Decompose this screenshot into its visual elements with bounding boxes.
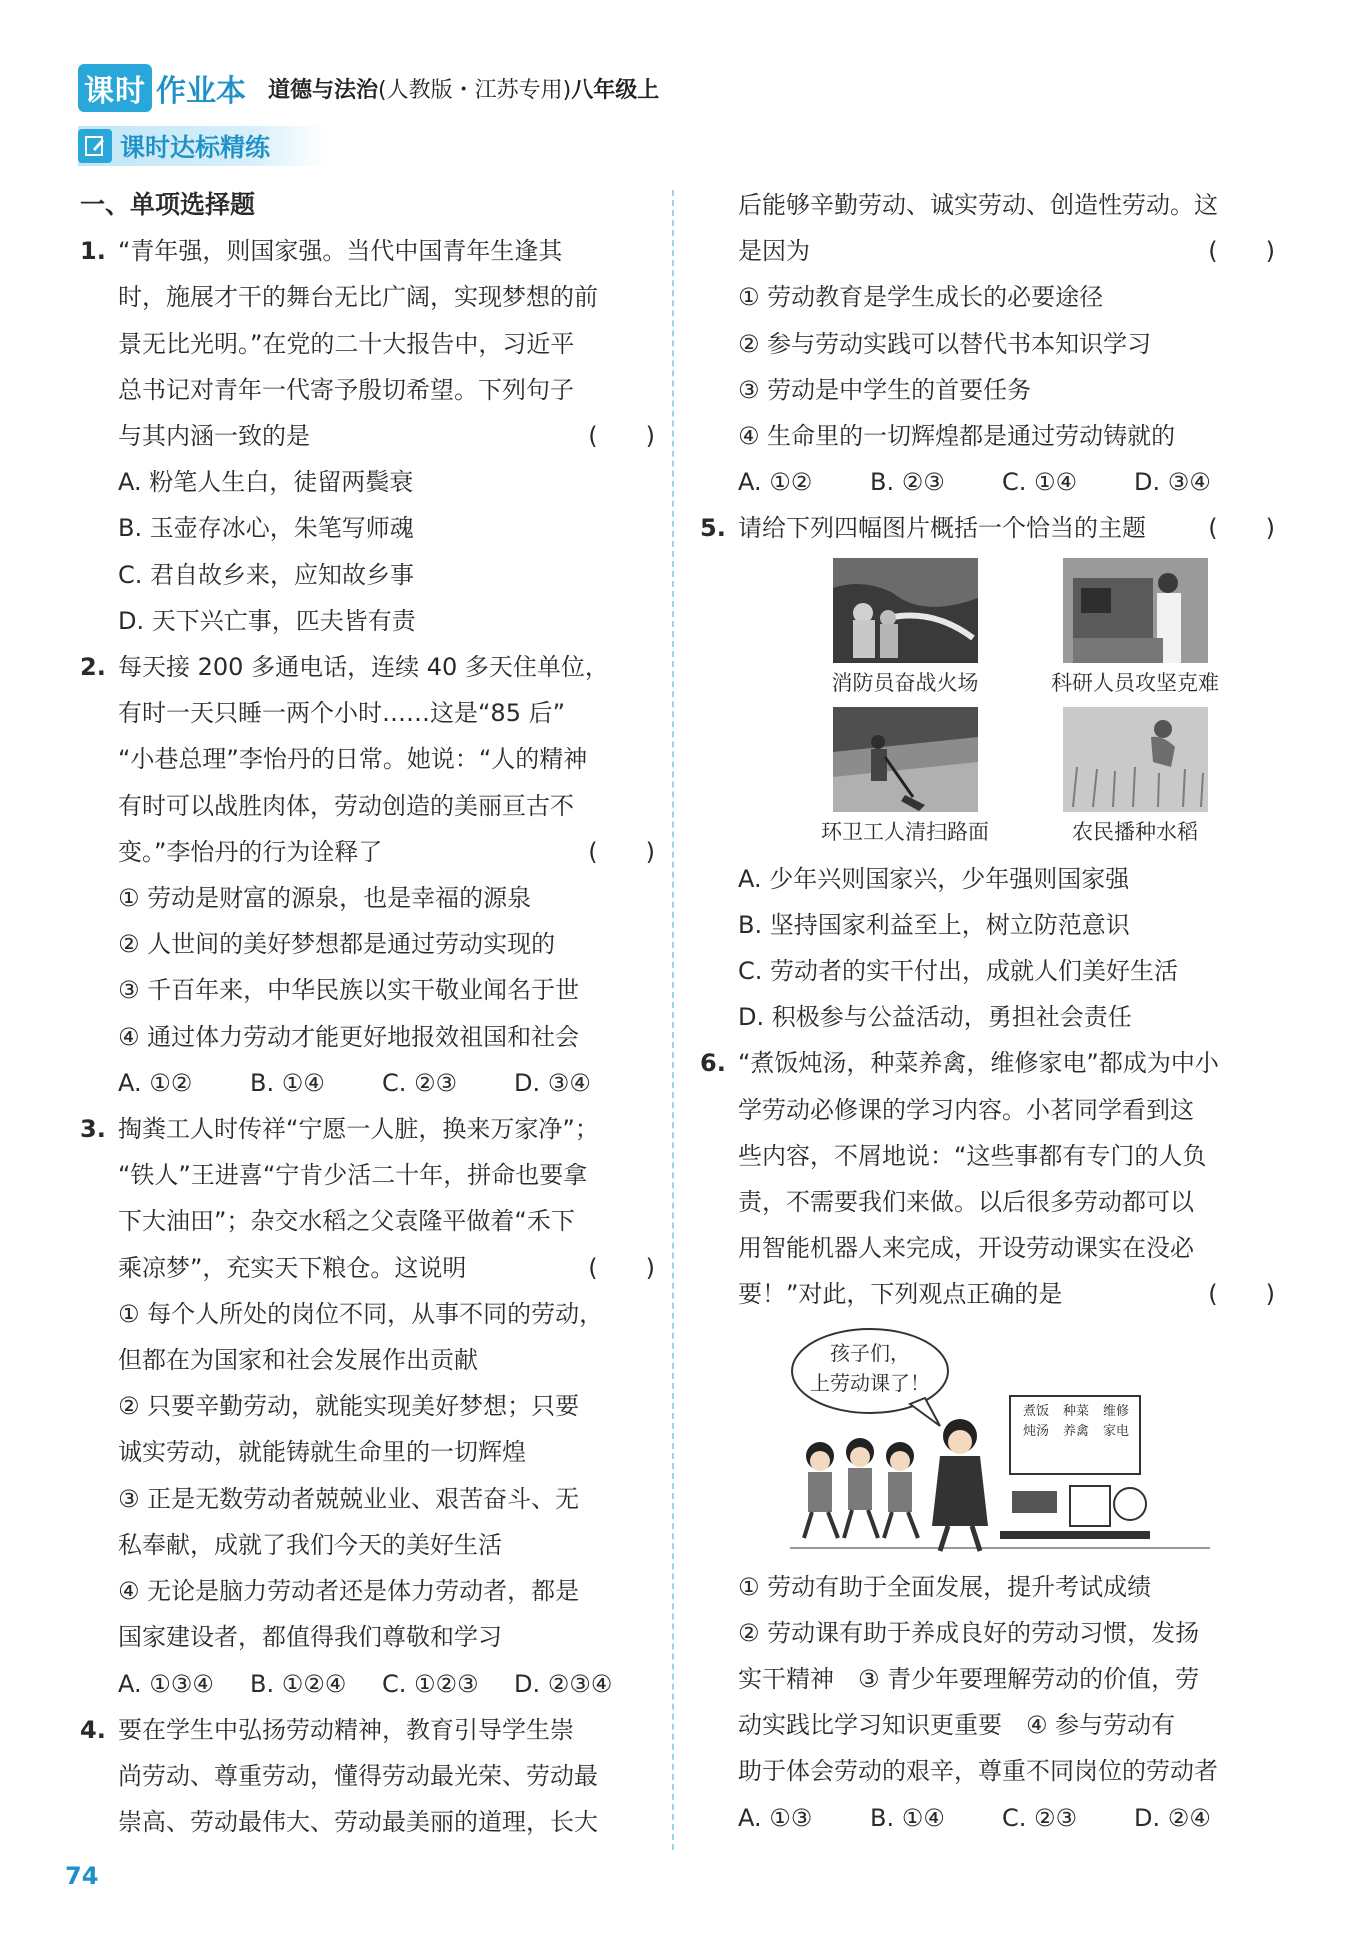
board-text: 种菜 bbox=[1062, 1403, 1089, 1419]
choice-c[interactable]: C. ②③ bbox=[382, 1068, 458, 1097]
section-banner bbox=[78, 126, 328, 166]
question-text: 要！”对此，下列观点正确的是 ( ) bbox=[738, 1271, 1275, 1317]
statement: ③ 正是无数劳动者兢兢业业、艰苦奋斗、无 bbox=[118, 1484, 580, 1513]
column-divider bbox=[672, 190, 674, 1850]
question-number: 5. bbox=[700, 514, 726, 543]
statement: ② 只要辛勤劳动，就能实现美好梦想；只要 bbox=[118, 1392, 580, 1421]
cartoon-illustration bbox=[790, 1326, 1210, 1556]
firefighter-photo bbox=[833, 558, 978, 663]
statement: 诚实劳动，就能铸就生命里的一切辉煌 bbox=[118, 1438, 526, 1467]
question-1 bbox=[80, 228, 655, 459]
option-c[interactable]: C. 劳动者的实干付出，成就人们美好生活 bbox=[738, 957, 1179, 986]
question-number: 6. bbox=[700, 1049, 726, 1078]
option-d[interactable]: D. 天下兴亡事，匹夫皆有责 bbox=[118, 606, 416, 635]
question-text: 用智能机器人来完成，开设劳动课实在没必 bbox=[738, 1234, 1194, 1263]
answer-blank[interactable]: ( ) bbox=[1208, 237, 1275, 266]
statement: ② 参与劳动实践可以替代书本知识学习 bbox=[738, 329, 1152, 358]
question-text: 些内容，不屑地说：“这些事都有专门的人负 bbox=[738, 1141, 1207, 1170]
answer-blank[interactable]: ( ) bbox=[588, 837, 655, 866]
question-text: 崇高、劳动最伟大、劳动最美丽的道理，长大 bbox=[118, 1808, 598, 1837]
question-text: 乘凉梦”，充实天下粮仓。这说明 ( ) bbox=[118, 1245, 655, 1291]
page-header bbox=[78, 66, 659, 110]
question-text: 时，施展才干的舞台无比广阔，实现梦想的前 bbox=[118, 283, 598, 312]
photo-caption: 环卫工人清扫路面 bbox=[821, 819, 989, 844]
photo-caption: 科研人员攻坚克难 bbox=[1051, 670, 1219, 695]
banner-title: 课时达标精练 bbox=[120, 133, 271, 162]
question-number: 3. bbox=[80, 1115, 106, 1144]
question-text: 与其内涵一致的是 ( ) bbox=[118, 413, 655, 459]
logo-text: 作业本 bbox=[156, 74, 246, 109]
photo-caption: 农民播种水稻 bbox=[1072, 819, 1198, 844]
statement: 但都在为国家和社会发展作出贡献 bbox=[118, 1346, 478, 1375]
question-text: 下大油田”；杂交水稻之父袁隆平做着“禾下 bbox=[118, 1207, 575, 1236]
board-text: 炖汤 bbox=[1022, 1423, 1049, 1439]
answer-blank[interactable]: ( ) bbox=[1208, 514, 1275, 543]
answer-blank[interactable]: ( ) bbox=[1208, 1280, 1275, 1309]
answer-blank[interactable]: ( ) bbox=[588, 1253, 655, 1282]
question-2 bbox=[80, 644, 655, 875]
question-text: 有时一天只睡一两个小时……这是“85 后” bbox=[118, 699, 566, 728]
question-text: 景无比光明。”在党的二十大报告中，习近平 bbox=[118, 329, 575, 358]
logo-box: 课时 bbox=[78, 64, 152, 112]
question-text: 尚劳动、尊重劳动，懂得劳动最光荣、劳动最 bbox=[118, 1761, 598, 1790]
choice-d[interactable]: D. ②③④ bbox=[514, 1669, 613, 1698]
street-cleaner-photo bbox=[833, 707, 978, 812]
page-number: 74 bbox=[65, 1862, 99, 1890]
statement: 助于体会劳动的艰辛，尊重不同岗位的劳动者 bbox=[738, 1757, 1218, 1786]
question-text: 请给下列四幅图片概括一个恰当的主题 ( ) bbox=[738, 505, 1275, 551]
board-text: 养禽 bbox=[1062, 1423, 1089, 1439]
statement: ③ 劳动是中学生的首要任务 bbox=[738, 375, 1032, 404]
bubble-line: 孩子们， bbox=[830, 1340, 910, 1365]
statement: ① 劳动教育是学生成长的必要途径 bbox=[738, 283, 1104, 312]
question-text: 有时可以战胜肉体，劳动创造的美丽亘古不 bbox=[118, 791, 574, 820]
statement: ① 劳动是财富的源泉，也是幸福的源泉 bbox=[118, 884, 532, 913]
choice-a[interactable]: A. ①③ bbox=[738, 1803, 813, 1832]
choice-row bbox=[700, 459, 1275, 505]
question-text: 总书记对青年一代寄予殷切希望。下列句子 bbox=[118, 375, 574, 404]
choice-b[interactable]: B. ①④ bbox=[870, 1803, 945, 1832]
photo-cell bbox=[1020, 558, 1250, 703]
choice-row bbox=[700, 1795, 1275, 1841]
question-text: 每天接 200 多通电话，连续 40 多天住单位， bbox=[118, 653, 609, 682]
choice-c[interactable]: C. ②③ bbox=[1002, 1803, 1078, 1832]
question-text: 变。”李怡丹的行为诠释了 ( ) bbox=[118, 829, 655, 875]
left-column bbox=[80, 182, 655, 1845]
photo-cell bbox=[790, 558, 1020, 703]
choice-a[interactable]: A. ①② bbox=[738, 468, 813, 497]
question-3 bbox=[80, 1106, 655, 1291]
photo-caption: 消防员奋战火场 bbox=[831, 670, 979, 695]
question-text: “煮饭炖汤，种菜养禽，维修家电”都成为中小 bbox=[738, 1049, 1219, 1078]
question-text: “小巷总理”李怡丹的日常。她说：“人的精神 bbox=[118, 745, 588, 774]
option-a[interactable]: A. 粉笔人生白，徒留两鬓衰 bbox=[118, 468, 414, 497]
statement: ① 劳动有助于全面发展，提升考试成绩 bbox=[738, 1572, 1152, 1601]
statement: ② 人世间的美好梦想都是通过劳动实现的 bbox=[118, 930, 556, 959]
choice-b[interactable]: B. ①②④ bbox=[250, 1669, 347, 1698]
question-number: 4. bbox=[80, 1715, 106, 1744]
option-c[interactable]: C. 君自故乡来，应知故乡事 bbox=[118, 560, 415, 589]
photo-grid bbox=[790, 558, 1275, 856]
statement: ④ 无论是脑力劳动者还是体力劳动者，都是 bbox=[118, 1577, 580, 1606]
choice-d[interactable]: D. ②④ bbox=[1134, 1803, 1211, 1832]
question-text: “铁人”王进喜“宁肯少活二十年，拼命也要拿 bbox=[118, 1161, 588, 1190]
statement: ③ 千百年来，中华民族以实干敬业闻名于世 bbox=[118, 976, 580, 1005]
lesson-board bbox=[1016, 1402, 1136, 1442]
question-text: 掏粪工人时传祥“宁愿一人脏，换来万家净”； bbox=[118, 1115, 599, 1144]
rice-farmer-photo bbox=[1063, 707, 1208, 812]
choice-d[interactable]: D. ③④ bbox=[1134, 468, 1211, 497]
statement: 实干精神 ③ 青少年要理解劳动的价值，劳 bbox=[738, 1665, 1200, 1694]
board-text: 煮饭 bbox=[1022, 1403, 1049, 1419]
statement: ② 劳动课有助于养成良好的劳动习惯，发扬 bbox=[738, 1618, 1200, 1647]
choice-row bbox=[80, 1661, 655, 1707]
statement: ④ 生命里的一切辉煌都是通过劳动铸就的 bbox=[738, 422, 1176, 451]
question-number: 1. bbox=[80, 237, 106, 266]
question-4 bbox=[80, 1707, 655, 1846]
choice-a[interactable]: A. ①③④ bbox=[118, 1669, 214, 1698]
answer-blank[interactable]: ( ) bbox=[588, 422, 655, 451]
choice-d[interactable]: D. ③④ bbox=[514, 1068, 591, 1097]
question-6 bbox=[700, 1040, 1275, 1317]
choice-b[interactable]: B. ②③ bbox=[870, 468, 945, 497]
option-b[interactable]: B. 玉壶存冰心，朱笔写师魂 bbox=[118, 514, 414, 543]
board-text: 维修 bbox=[1102, 1403, 1129, 1419]
statement: 动实践比学习知识更重要 ④ 参与劳动有 bbox=[738, 1711, 1176, 1740]
speech-bubble bbox=[810, 1338, 930, 1398]
choice-c[interactable]: C. ①④ bbox=[1002, 468, 1078, 497]
choice-b[interactable]: B. ①④ bbox=[250, 1068, 325, 1097]
question-text: 是因为 ( ) bbox=[738, 228, 1275, 274]
question-4-continued bbox=[700, 182, 1275, 274]
option-d[interactable]: D. 积极参与公益活动，勇担社会责任 bbox=[738, 1003, 1132, 1032]
statement: 国家建设者，都值得我们尊敬和学习 bbox=[118, 1623, 502, 1652]
option-a[interactable]: A. 少年兴则国家兴，少年强则国家强 bbox=[738, 864, 1130, 893]
choice-a[interactable]: A. ①② bbox=[118, 1068, 193, 1097]
statement: 私奉献，成就了我们今天的美好生活 bbox=[118, 1530, 502, 1559]
bubble-line: 上劳动课了！ bbox=[810, 1370, 930, 1395]
question-text: “青年强，则国家强。当代中国青年生逢其 bbox=[118, 237, 563, 266]
section-title: 一、单项选择题 bbox=[80, 190, 256, 219]
subject-title: 道德与法治(人教版・江苏专用)八年级上 bbox=[268, 77, 660, 103]
question-text: 后能够辛勤劳动、诚实劳动、创造性劳动。这 bbox=[738, 191, 1218, 219]
researcher-photo bbox=[1063, 558, 1208, 663]
statement: ① 每个人所处的岗位不同，从事不同的劳动， bbox=[118, 1299, 604, 1328]
photo-cell bbox=[1020, 707, 1250, 852]
question-text: 学劳动必修课的学习内容。小茗同学看到这 bbox=[738, 1095, 1194, 1124]
pencil-icon bbox=[78, 129, 112, 163]
choice-c[interactable]: C. ①②③ bbox=[382, 1669, 479, 1698]
question-text: 责，不需要我们来做。以后很多劳动都可以 bbox=[738, 1188, 1194, 1217]
question-text: 要在学生中弘扬劳动精神，教育引导学生崇 bbox=[118, 1715, 574, 1744]
statement: ④ 通过体力劳动才能更好地报效祖国和社会 bbox=[118, 1022, 580, 1051]
choice-row bbox=[80, 1060, 655, 1106]
question-number: 2. bbox=[80, 653, 106, 682]
board-text: 家电 bbox=[1102, 1423, 1129, 1439]
right-column bbox=[700, 182, 1275, 1841]
option-b[interactable]: B. 坚持国家利益至上，树立防范意识 bbox=[738, 910, 1130, 939]
question-5 bbox=[700, 505, 1275, 551]
photo-cell bbox=[790, 707, 1020, 852]
